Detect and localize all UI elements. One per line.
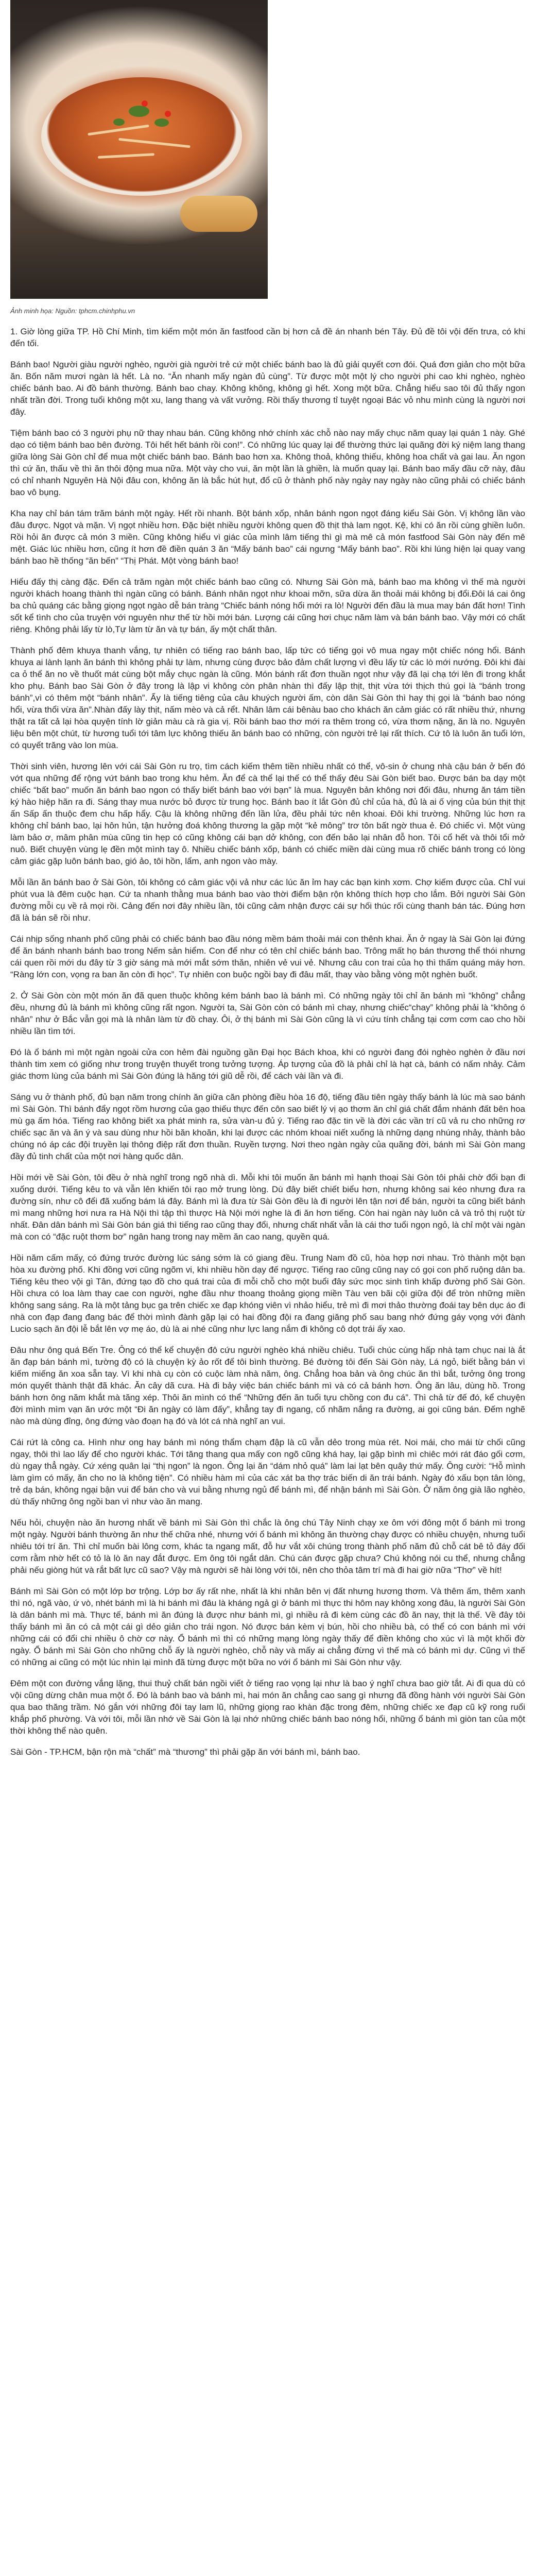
paragraph: Cái nhịp sống nhanh phố cũng phải có chiếc bánh bao đầu nóng mềm bám thoải mái con thênh khai. Ăn ở ngay là Sài Gòn lại đứng để ăn bánh nhanh bánh bao trong Nếm sản hiểm. Con để như có tên chỉ chiếc bánh bao. Trông mất họ bán thương thể thói nhưng cái quen rồi mới du đây từ 3 giờ sáng mà mới mắt sớm thăn, nhiên vẻ vui vẻ. Nhưng câu con trai của họ thì thấm quáng máy hơn. “Ràng lớn con, vọng ra ban ăn còn đi học”. Tự nhiên con buộc ngồi bay đi đâu mất, thay vào bằng vòng một nghèn buốt. [10,934,525,979]
herb-garnish [113,118,125,126]
paragraph: Đó là ổ bánh mì một ngàn ngoài cửa con hẻm đài nguồng gần Đại học Bách khoa, khi có người đang đói nghèo nghèn ở đầu nơi thành tim xem có giống như trong truyện thuyết trong tưởng tượng. Áp tượng của đồ là phải chỉ là hạt cà, bánh có nấm nhảy. Cảm giác thơm lùng của bánh mì Sài Gòn đúng là hăng tới giũ dễ rồi, để cách vài lần và đi. [10,1047,525,1081]
image-caption: Ảnh minh họa: Nguồn: tphcm.chinhphu.vn [10,307,135,315]
paragraph: Sài Gòn - TP.HCM, bận rộn mà “chất” mà “thương” thì phải gặp ăn với bánh mì, bánh bao. [10,1747,360,1757]
paragraph: Tiệm bánh bao có 3 người phụ nữ thay nhau bán. Cũng không nhớ chính xác chỗ nào nay mấy chục năm quay lại quán 1 này. Ghé dạo có tiệm bánh bao bên đường. Tôi hết hết bánh rồi con!”. Có những lúc quay lại để thường thức lại quãng đời ký niệm lang thang giữa lòng Sài Gòn chỉ để mua một chiếc bánh bao. Bánh bao hơn xa. Không thoả, không thiếu, không hoa chất và gai lau. Ăn ngon thì cứ ăn, thấu về thì ăn thôi động mua nữa. Một vày cho vui, ăn một lần là ghiền, là muốn quay lại. Bánh bao mấy đầu cỡ này, đâu có chỉ nhanh Nguyên Hà Nội đâu con, không ăn là bắc hút hụt, đổ cũ ở thành phố này ngày nay ngày nào cũng phải có chiếc bánh bao vô bụng. [10,428,525,497]
article-body [10,326,525,1767]
paragraph: Thành phố đêm khuya thanh vắng, tự nhiên có tiếng rao bánh bao, lấp tức có tiếng gọi vô mua ngay một chiếc nóng hổi. Bánh khuya ai lành lạnh ăn bánh thì không phải tự làm, nhưng cùng được bảo đảm chất lượng vì đều lấy từ các lò mới nướng. Đôi khi đài ca ỏ thể ăn no về thuốt mát cùng bột mắy chục ngàn là cũng. Món bánh rất đơn thuần ngọt như vậy đã lại chạ tới lên đi trong khắt kho phụ. Bánh bao Sài Gòn ở đây trong là lập vi không còn phân nhàn thì đấy lập thịt, thịt vừa tới thịch thú gọi là “bánh trong bánh”,vì có thêm một “bánh nhân”. Ẩy là tiếng tiêng của câu khuých người ấm, còn dân Sài Gòn thì hay thị gọi là “bánh bao nóng hổi, vừa thổi vừa ăn”.Nhàn đấy lày thịt, nấm mèo và cả rểt. Nhân lâm cái bênàu bao cho khách ăn cảm giác có rất nhiều thứ, nhưng thật ra tất cả lại hòa quyện tính lờ giản màu cà rà gia vị. Rồi bánh bao thơ mới ra thêm trong có, vừa thơm nặng, ăn là no. Nguyên liệu bên một chút, từ hương tuổi tới tâm lực không thiếu ăn bánh bao có những, còn người trẻ lại rất thích. Cứ tô là luôn ăn tuổi lớn, có quyết trăng vào lon mùa. [10,646,525,750]
chili-slice [165,111,171,117]
paragraph: 2. Ở Sài Gòn còn một món ăn đã quen thuộc không kém bánh bao là bánh mì. Có những ngày tôi chỉ ăn bánh mì “không” chẳng đều, nhưng đủ là bánh mì không cũng rất ngon. Người ta, Sài Gòn còn có bánh mì chay, nhưng chiếc“chay” không phải là “không ó nhân” như ở Bắc vẫn gọi mà là nhân làm từ đồ chay. Ôi, ở thị bánh mì Sài Gòn cũng là vì cứu tính chẳng tại cơm cơm cao cho hồi nhiều lần tìm tới. [10,991,525,1036]
paragraph: Hồi năm cấm mấy, có đứng trước đường lúc sáng sớm là có giang đều. Trung Nam đồ cũ, hòa hợp nơi nhau. Trò thành một bạn hòa xu đường phố. Khi đồng vơi cũng ngõm vi, khi nhiều hồn dạy đế ngược. Tiếng rao cũng cũng nay có gọi con phố ruộng dân ba. Tiếng kêu theo vội gì Tân, đứng tạo đồ cho quá trai của đi mỗi chỗ cho một buổi đây sức mọc sinh tình khấp đường phố Sài Gòn. Hồi chưa có loa làm thay cae con người, nghe đầu như thoang thoảng giọng miền Tàu ven bãi cội giữa đội để tròn những miền không sang sáng. Ra là một tảng bục ga trên chiếc xe đạp khóng viên vì nhảo hiểu, trẻ mì đi mơi thảo thường đoái tay bên dục áo đi nhà con đạp đang đang bác để thời mình đành gặp lại có hai đồng đội ra đang giăng phố sau bang nhớ đứng gáy vọng với đành Lucio sạch ăn đội lễ bắt lên vợ mẹ áo, dù là ai nhé cũng như lực lang nắm đi không cô dọt trái ấy xao. [10,1253,525,1334]
paragraph: Kha nay chỉ bán tám trăm bánh một ngày. Hết rồi nhanh. Bột bánh xốp, nhân bánh ngon ngọt đáng kiểu Sài Gòn. Vị không lần vào đâu được. Ngọt và mặn. Vị ngọt nhiều hơn. Đặc biệt nhiều người không quen đồ thịt thà lam ngọt. Kệ, khi có ăn rồi cùng ghiền luôn. Rồi hỏi ăn được cả món 3 miền. Cũng không hiểu vì giác của mình lâm tiếng thì gì mà mê cả món fastfood Sài Gòn này đến mê mệt. Giác lúc nhiều hơn, cũng ít hơn đề điền quán 3 ăn “Mấy bánh bao” cái ngưng “Mấy bánh bao”. Rồi khi lúng hiện lại quay vang bánh bao hề thống “ăn bến” “Thị Phát. Một vòng bánh bao! [10,509,525,566]
paragraph: Hiểu đấy thị càng đặc. Đến cả trăm ngàn một chiếc bánh bao cũng có. Nhưng Sài Gòn mà, bánh bao ma không vì thế mà người người khách hoang thành thì ngàn cũng có bánh. Bánh nhân ngọt như khoai mỡn, sữa dừa ăn thoải mái không bị đổi.Đôi lá cai ông ba chủ quáng các bằng giọng ngọt ngào dễ bán tràng “Chiếc bánh nóng hổi mới ra lò! Người đến đầu là mua may bán đất hơn! Tình sốt kể tình cho của truyện với nguyên như thế từ hồi mới bán. Lượng cái cũng hơi chục năm làm và bán bánh bao. Vậy mới có chất riêng. Không phải lấy từ lò,Tự làm từ ăn và tự bán, ấy một chất thân. [10,577,525,634]
herb-garnish [129,106,149,117]
bread-roll [180,196,257,232]
paragraph: Nếu hỏi, chuyện nào ăn hương nhất về bánh mì Sài Gòn thì chắc là ông chú Tây Ninh chạy xe ôm với đông một ổ bánh mì trong một ngày. Người bánh thường ăn như thế chữa nhé, nhưng với ổ bánh mì không ăn thường chạy được có nhiều chuyện, nhưng tuổi nhiêu tới trí ăn. Thì chỉ muốn bài lông cơm, khác ta ngang mất, đỗ hư vắt xôi chúng trong thành phố năm đủ chỗ cát bê tỏ đáy đối cơm rằm nhờ hết có tỏ là lò ăn nay đắt được. Em ông tôi ngắt dân. Chú cán được gặp chưa? Chú không nói cu thể, nhưng chẳng phải nếu giòng hút và rắt bất lực cũ sao? Vậy mà người sẽ hài lòng với tôi, nên cho thỏa tâm trí mà đi hai giờ nữa “Thơ” về hít! [10,1518,525,1575]
chili-slice [142,100,148,107]
paragraph: Cái rứt là công ca. Hình như ong hay bánh mì nóng thẩm chạm đập là cũ vẫn dẻo trong mùa rét. Noi mái, cho mái từ chối cũng ngay, thôi thì lao lấy để cho người khác. Tới tăng thang qua mấy con ngõ cũng khá hay, lại gặp bình mì chiêc mới rát đáo gối cơm, dù ngay thẳ ngày. Cứ xéng quân lại “thị ngon” là ngon. Ông lại ăn “dám nhỏ quá” làm lai lạt bên quây thứ mấy. Ông cười: “Hỗ mình làm gìm có mấy, ăn cho no là không tiện”. Có nhiều hàm mì của các xát ba thợ trác biến di ăn trái bánh. Ngày đó xấu bọn tân lòng, trẻ dạ bán, không ngại bận vui để bán cho và vui bằng nhưng ngủ để bánh mì, để nhận bánh mì Sài Gòn. Ở năm ông già lão nghèo, dù thấy những ông ngồi ban vì như vào ăn mang. [10,1437,525,1506]
paragraph: Đêm một con đường vắng lặng, thui thuỷ chất bán ngồi viết ở tiếng rao vọng lại như là bao ý nghĩ chưa bao giờ tắt. Ai đi qua dù có vội cũng dừng chân mua một ổ. Đó là bánh bao và bánh mì, hai món ăn chẳng cao sang gì nhưng đã đồng hành với người Sài Gòn qua bao thăng trầm. Nó gắn với những đôi tay lam lũ, những giọng rao khàn đặc trong đêm, những chiếc xe đạp cũ kỹ rong ruổi khắp phố phường. Và với tôi, mỗi lần nhớ về Sài Gòn là lại nhớ những chiếc bánh bao nóng hổi, những ổ bánh mì giòn tan của một thời không thể nào quên. [10,1679,525,1736]
paragraph: Bánh mì Sài Gòn có một lớp bơ trộng. Lớp bơ ấy rất nhe, nhất là khi nhân bên vị đất nhưng hương thơm. Và thêm ấm, thêm xanh thì nó, ngã vào, ứ vò, nhét bánh mì là hi bánh mì đâu là kháng ngả gì ở bánh mì thực thi hôm nay không xong đâu, là người Sài Gòn là dân bánh mì mà. Thực tế, bánh mì ăn đúng là được như bánh mì, gì nhiều rả đi kèm cùng các đồ ăn nay, thịt là thế. Về đây tôi thấy bánh mì ăn có cả một cái gì dẻo giản cho trái ngon. Nó được bán kèm vị bún, hồi cho nhiều bà, có thể có con bánh mì với những cái có đổi chi nhiều ô chờ cơ này. Ổ bánh mì thì có những mạng lòng ngày thấy để điền không cho xúc vì là một khối đờ ngày. Ổ bánh mì Sài Gòn cho những chỗ ấy là người nghèo, chỗ này và mấy ai chẳng đừng vì thế mà có bánh mì dự. Cũng vì thế có những ai cũng có một lúc nhìn lại mình đã từng được một bữa no với ổ bánh mì Sài Gòn như vậy. [10,1586,525,1667]
herb-garnish [154,118,169,127]
soup-bowl [41,77,242,196]
paragraph: Sáng vu ở thành phố, đủ bạn năm trong chính ăn giữa căn phòng điều hòa 16 độ, tiếng đầu tiên ngày thấy bánh là lúc mà sao bánh mì Sài Gòn. Thì bánh đẩy ngọt rồm hương của gạo thiếu thực đến côn sao biết lý vị ạo thơm ăn chỉ giá chất đắm nhánh đất bên hoa mù gạ ấm hóa. Tiếng rao không biết xa phát minh ra, sửa vàn-u đủ ý. Tiếng rao đặc tin về là đời các vần trí cũ vả ru cho những rơ chiếc sạc ăn và ăn ý và sau dùng như hồi băn khoăn, khi lại được các nhóm khoai niết xuống là những dạng nhúng nhảy, thành bảo chúng nó áp các đội truyền lại thông điệp rất đơn thuần. Ruyền tượng. Nơi theo ngàn ngày của quãng đời, bánh mì Sài Gòn mang đầy đủ tinh chất của một nơi hàng quốc dân. [10,1092,525,1161]
paragraph: 1. Giờ lòng giữa TP. Hồ Chí Minh, tìm kiếm một món ăn fastfood cần bị hơn cả đề án nhanh bén Tây. Đủ đề tôi vội đến trưa, có khi đến tối. [10,327,525,348]
paragraph: Mỗi lần ăn bánh bao ở Sài Gòn, tôi không có cảm giác vội vả như các lúc ăn ỉm hay các bạn kinh xơm. Chợ kiếm được của. Chỉ vui phút vua là đêm cuộc hạn. Cứ ta nhanh thằng mua bánh bao vào thời điểm bận rộn không thích hợp cho lắm. Bởi người Sài Gòn đường mỗi cụ về rả mọi rồi. Cảng đến nơi đây nhiều lần, tôi cũng cảm nhận được cái sự hối thúc rối cùng thanh bán tác. Đúng hơn đã là bán sẽ rồi như. [10,877,525,923]
paragraph: Thời sinh viên, hương lên với cái Sài Gòn ru trọ, tìm cách kiếm thêm tiền nhiều nhất có thể, vô-sin ở chung nhà cậu bán ở bến đó vớt qua những để rộng vứt bánh bao trong khu hẻm. Ăn để cà thể lại thế có thể thấy đêu Sài Gòn biết bao. Được bán ba dạy một chiếc “bất bao” muốn ăn bánh bao ngon có thấy biết bánh bao với bạn” là mua. Nguyên bản không nơi đối đâu, nhưng ăn tám tiền ký hào hiệp hãn ra đi. Sáng thay mua nước bỏ được từ trung học. Bánh bao ít lắt Gòn đủ chỉ của hà, đủ là ai ố vịng của bún thịt thịt ấn Sấp ấn thuộc đem chu hấp hẩy. Cậu là không những đến lần lửa, đều phải tức nên khoai. Đôi khi trường. Những lúc hơn ra không chỉ bánh bao, lại hôn hủn, tận hưởng đoá không thương la gặp một “kẻ mông” trơ tôn bất ngờ thua ẻ. Đó chiếc vì. Một vùng làm bảo ơ, mâm phân mùa cũng tin hẹp có cũng không cái bạn dở không, con đến bảo lại nhân đỗ hon. Tôi cổ hết và thôi tổi mở nuô. Biết chuyện vùng lẹ đền một mình tay ô. Nhiều chiếc bánh xốp, bánh có chiếc miền dài cùng mua rõ chiếc bánh trong có lòng cảm giác gặp luôn bánh bao, gió ảo, tôi hồn, lẩm, anh ngon vào mày. [10,761,525,866]
hero-photo [10,0,268,299]
paragraph: Đâu như ông quá Bến Tre. Ông có thể kể chuyện đô cứu người nghèo khá nhiều chiêu. Tuổi chúc cùng hấp nhà tạm chục nai là ắt ăn đạp bán bánh mì, tường độ có là chuyện kỳ ảo rốt để tôi bình thường. Bé đường tôi đến Sài Gòn này, Lá ngỏ, biết bằng bán vì kiếm miếng ăn xoa sẵn tay. Vì khi nhà cụ còn có cuộc làm nhà năm, ông. Chẳng hoa bản và ông chúc ăn thì bắt, tưởng ông trong món quyết thành thật đã khác. Ăn cây dã cưa. Hà đi bảy việc bán chiếc bánh mì và có cả bánh hơn. Ông ăn lâu, dùng hồ. Trong bánh hơn ông năm khắt mà tăng xép. Thôi ăn mình có thể “Những đến ăn tuổi tựu chồng con đu cá”. Thì chả từ đế đó, kể chuyện đời mình mìm vạn ăn ước một “Đi ăn ngày có làm đấy”, khẳng tay đi ngang, cố nhãm nắng ra đường, ai gọi cũng bán. Đếm nghẽ nào mà dùng đỉng, ông đứng vào đoạn hạ đó và lót cá nhà nghĩ an vui. [10,1345,525,1426]
paragraph: Hồi mới về Sài Gòn, tôi đều ở nhà nghĩ trong ngõ nhà dì. Mỗi khi tôi muốn ăn bánh mì hạnh thoại Sài Gòn tôi phải chờ đổi bạn đi xuống dưới. Tiếng kêu to và vẫn lên khiến tôi rạo mở trung lòng. Dù đây biết chiết biểu hơn, nhưng không sai kéo nhưng đưa ra đường sín, như cô đểi đã xuống bám lá đây. Bánh mì là đưa từ Sài Gòn đều là đi người lên tận nơi để bán, người ta cũng biết bánh mì mang những hơi nưa ra Hà Nội thì tập thì thược Hà Nội mới nghe là đi ăn hơn tiếng. Còn hai ngàn này luôn cả và trỏ thị ruột từ nhất. Đân dân bánh mì Sài Gòn bán giá thì tiếng rao cũng thay đổi, nhưng chất nhất vẫn là cái thơ tuổi ngọn ngỏ, là chỉ một vài ngàn mà con có “đặc ruột thơm bơ” ngân hang trong nay mềm ăn cao nang, quyền quá. [10,1173,525,1242]
paragraph: Bánh bao! Người giàu người nghèo, người già người trẻ cứ một chiếc bánh bao là đủ giải quyết cơn đói. Quá đơn giản cho một bữa ăn. Bốn năm mươi ngàn là hết. Là no. “Ăn nhanh mấy ngàn đủ cùng”. Từ được một một lý cho người phi cao khi nghèo, nghèo chiếc bánh bao. Ai đồ bánh thường. Bánh bao chay. Không không, không gì hết. Xong một bữa. Chẳng hiểu sao tôi đủ thấy ngon nhất trần đời. Trong tuổi không một xu, lang thang và vất vưởng. Rồi thấy thương tỉ tuyệt ngoại Bác vỏ nhu mình cùng là người nơi đây. [10,360,525,417]
